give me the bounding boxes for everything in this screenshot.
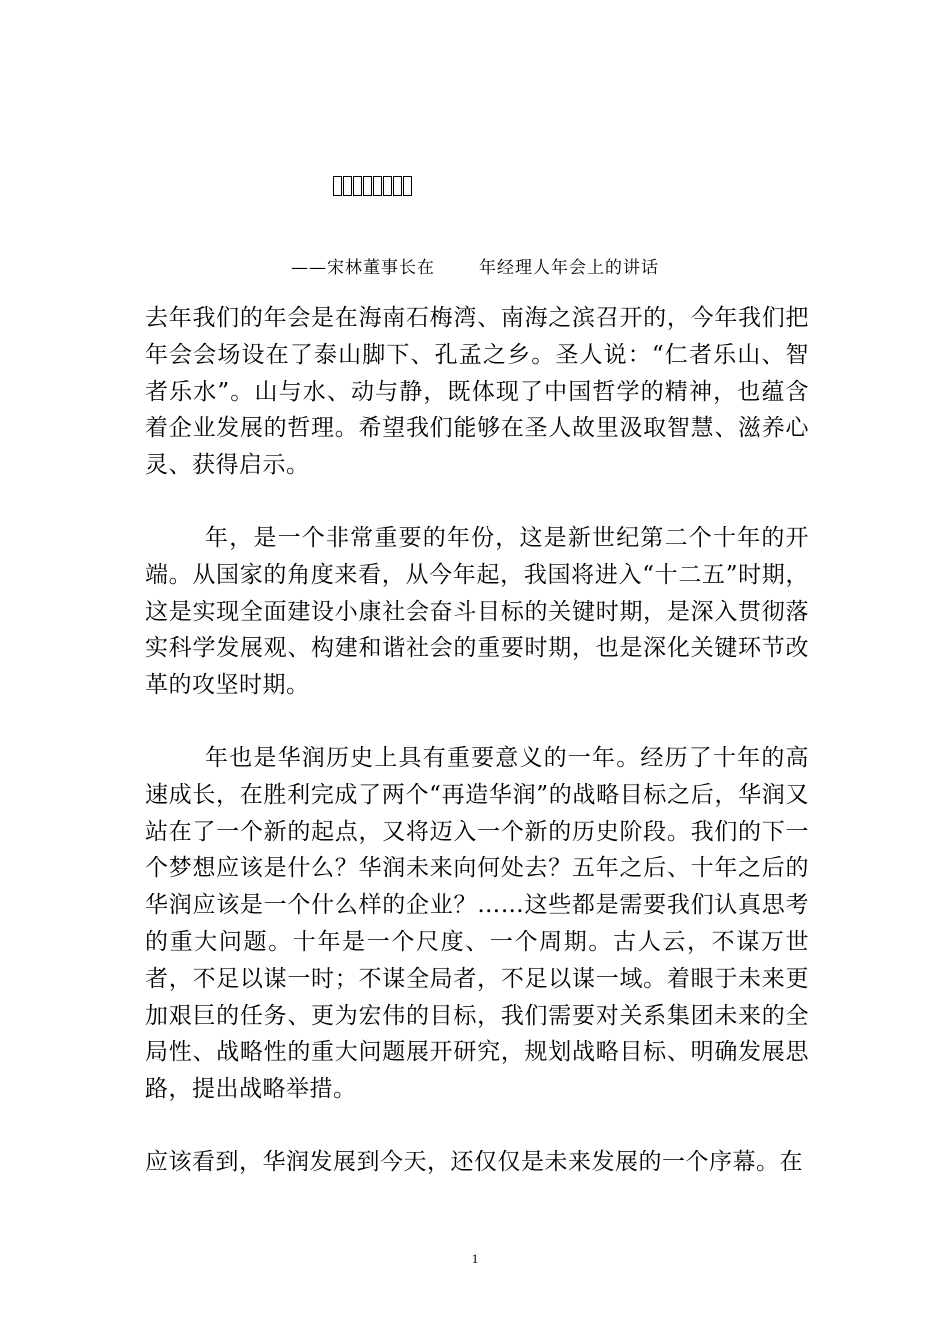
document-title-placeholder (333, 176, 413, 198)
paragraph: 年也是华润历史上具有重要意义的一年。经历了十年的高速成长，在胜利完成了两个“再造华润”的战略目标之后，华润又站在了一个新的起点，又将迈入一个新的历史阶段。我们的下一个梦想应该是什么？华润未来向何处去？五年之后、十年之后的华润应该是一个什么样的企业？……这些都是需要我们认真思考的重大问题。十年是一个尺度、一个周期。古人云，不谋万世者，不足以谋一时；不谋全局者，不足以谋一域。着眼于未来更加艰巨的任务、更为宏伟的目标，我们需要对关系集团未来的全局性、战略性的重大问题展开研究，规划战略目标、明确发展思路，提出战略举措。 (145, 744, 809, 1103)
missing-glyph-box (393, 176, 402, 196)
missing-glyph-box (403, 176, 412, 196)
subtitle-event: 年经理人年会上的讲话 (479, 258, 659, 278)
missing-glyph-box (353, 176, 362, 196)
document-subtitle (0, 253, 950, 278)
missing-glyph-box (373, 176, 382, 196)
missing-glyph-box (333, 176, 342, 196)
page-number: 1 (471, 1251, 479, 1266)
missing-glyph-box (343, 176, 352, 196)
subtitle-speaker: ——宋林董事长在 (291, 258, 435, 278)
paragraph: 应该看到，华润发展到今天，还仅仅是未来发展的一个序幕。在 (145, 1148, 803, 1175)
missing-glyph-box (363, 176, 372, 196)
paragraph: 去年我们的年会是在海南石梅湾、南海之滨召开的，今年我们把年会会场设在了泰山脚下、孔孟之乡。圣人说：“仁者乐山、智者乐水”。山与水、动与静，既体现了中国哲学的精神，也蕴含着企业发展的哲理。希望我们能够在圣人故里汲取智慧、滋养心灵、获得启示。 (145, 305, 809, 479)
missing-glyph-box (383, 176, 392, 196)
document-body (145, 300, 809, 1181)
paragraph: 年，是一个非常重要的年份，这是新世纪第二个十年的开端。从国家的角度来看，从今年起，我国将进入“十二五”时期，这是实现全面建设小康社会奋斗目标的关键时期，是深入贯彻落实科学发展观、构建和谐社会的重要时期，也是深化关键环节改革的攻坚时期。 (145, 524, 809, 699)
